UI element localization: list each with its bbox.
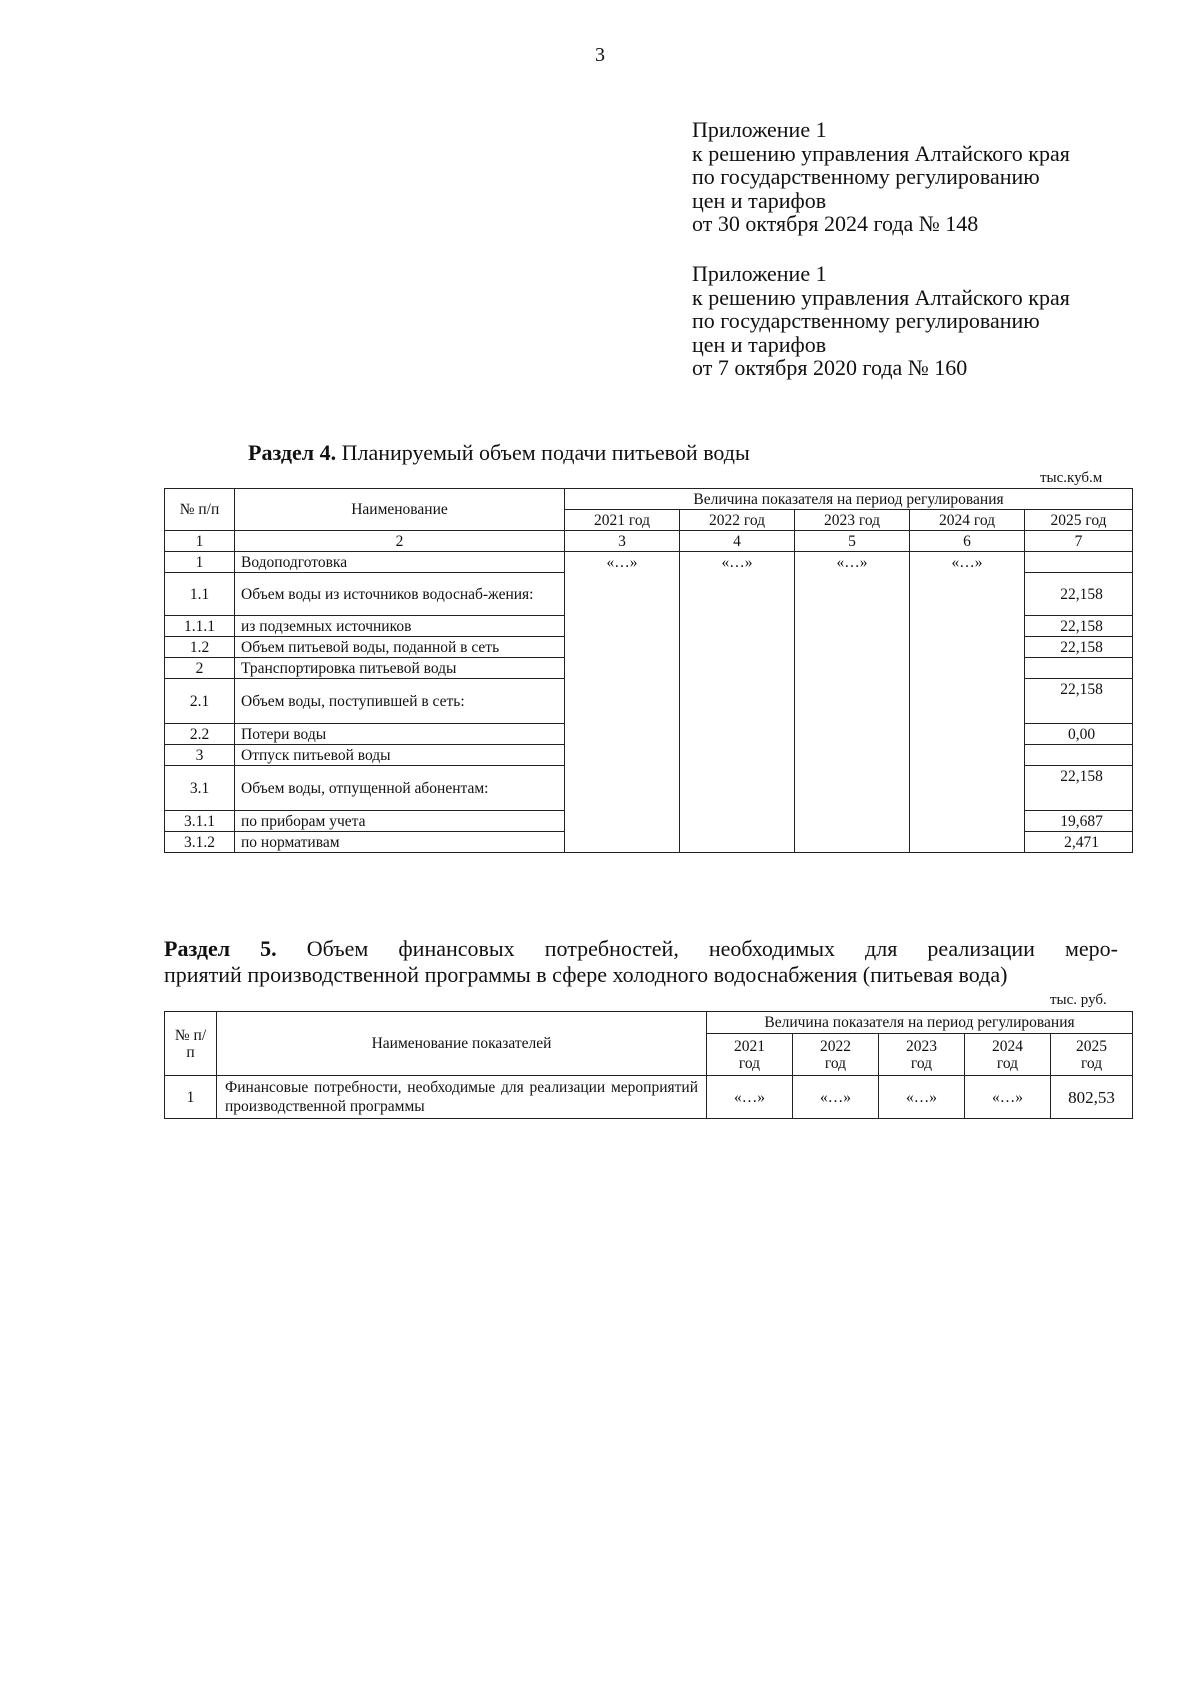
header-name: Наименование показателей (217, 1012, 707, 1076)
value-2023: «…» (795, 552, 910, 853)
year-suffix: год (738, 1054, 761, 1072)
header-year (879, 1034, 965, 1076)
row-name: Потери воды (235, 724, 565, 745)
section5-title (164, 936, 1118, 988)
header-year: 2021 год (565, 510, 680, 531)
column-number: 4 (680, 531, 795, 552)
row-num: 1.1 (165, 573, 235, 616)
year-number: 2023 (906, 1037, 937, 1055)
value-2022: «…» (793, 1076, 879, 1119)
column-number: 7 (1025, 531, 1133, 552)
row-name: Водоподготовка (235, 552, 565, 573)
value-2025: 0,00 (1025, 724, 1133, 745)
row-num: 3 (165, 745, 235, 766)
section4-unit: тыс.куб.м (1040, 470, 1103, 486)
header-year (793, 1034, 879, 1076)
year-suffix: год (996, 1054, 1019, 1072)
section5-unit: тыс. руб. (1050, 992, 1107, 1008)
year-suffix: год (910, 1054, 933, 1072)
row-num: 3.1.2 (165, 832, 235, 853)
value-2025: 802,53 (1051, 1076, 1133, 1119)
value-2024: «…» (965, 1076, 1051, 1119)
appendix-line: Приложение 1 (692, 261, 827, 286)
financial-needs-table (164, 1011, 1133, 1119)
row-name: Объем воды из источников водоснаб-жения: (235, 573, 565, 616)
header-year (707, 1034, 793, 1076)
header-year: 2023 год (795, 510, 910, 531)
row-name: из подземных источников (235, 616, 565, 637)
year-suffix: год (1080, 1054, 1103, 1072)
year-number: 2021 (734, 1037, 765, 1055)
row-name: Объем питьевой воды, поданной в сеть (235, 637, 565, 658)
appendix-line: от 30 октября 2024 года № 148 (692, 211, 979, 236)
value-2025: 22,158 (1025, 766, 1133, 811)
value-2025: 2,471 (1025, 832, 1133, 853)
row-num: 3.1 (165, 766, 235, 811)
appendix-line: по государственному регулированию (692, 308, 1040, 333)
row-name: Транспортировка питьевой воды (235, 658, 565, 679)
column-number: 5 (795, 531, 910, 552)
appendix-line: по государственному регулированию (692, 164, 1040, 189)
appendix-header-original (692, 262, 1070, 380)
header-year (965, 1034, 1051, 1076)
value-2025 (1025, 745, 1133, 766)
appendix-line: к решению управления Алтайского края (692, 140, 1070, 166)
row-num: 1 (165, 552, 235, 573)
header-year: 2025 год (1025, 510, 1133, 531)
section5-title-text: Объем финансовых потребностей, необходимых для реализации меро- (276, 936, 1118, 961)
row-num: 3.1.1 (165, 811, 235, 832)
section5-title-line1 (164, 936, 1118, 962)
header-period: Величина показателя на период регулирования (565, 489, 1133, 510)
row-name: Финансовые потребности, необходимые для реализации мероприятий производственной программы (217, 1076, 707, 1119)
value-2021: «…» (707, 1076, 793, 1119)
column-number: 6 (910, 531, 1025, 552)
value-2025 (1025, 658, 1133, 679)
water-supply-table (164, 488, 1133, 853)
value-2023: «…» (879, 1076, 965, 1119)
table-row (165, 1076, 1133, 1119)
row-num: 2 (165, 658, 235, 679)
column-number: 1 (165, 531, 235, 552)
value-2021: «…» (565, 552, 680, 853)
appendix-header-current (692, 118, 1070, 236)
appendix-line: к решению управления Алтайского края (692, 284, 1070, 310)
value-2025: 22,158 (1025, 616, 1133, 637)
column-number: 2 (235, 531, 565, 552)
section5-title-number: Раздел 5. (164, 936, 277, 961)
row-name: Объем воды, поступившей в сеть: (235, 679, 565, 724)
value-2025: 22,158 (1025, 637, 1133, 658)
table-row (165, 552, 1133, 573)
year-number: 2024 (992, 1037, 1023, 1055)
appendix-line: от 7 октября 2020 года № 160 (692, 355, 968, 380)
value-2025 (1025, 552, 1133, 573)
row-num: 2.2 (165, 724, 235, 745)
header-num: № п/п (165, 1012, 217, 1076)
page-number: 3 (595, 44, 605, 66)
section4-title-text: Планируемый объем подачи питьевой воды (336, 440, 750, 465)
value-2024: «…» (910, 552, 1025, 853)
row-name: по приборам учета (235, 811, 565, 832)
year-suffix: год (824, 1054, 847, 1072)
header-year: 2022 год (680, 510, 795, 531)
section4-title (248, 440, 750, 466)
row-num: 2.1 (165, 679, 235, 724)
row-num: 1.2 (165, 637, 235, 658)
header-period: Величина показателя на период регулирования (707, 1012, 1133, 1034)
value-2025: 22,158 (1025, 679, 1133, 724)
appendix-line: цен и тарифов (692, 187, 827, 213)
header-year: 2024 год (910, 510, 1025, 531)
year-number: 2022 (820, 1037, 851, 1055)
header-name: Наименование (235, 489, 565, 531)
row-name: по нормативам (235, 832, 565, 853)
column-number: 3 (565, 531, 680, 552)
row-num: 1 (165, 1076, 217, 1119)
row-name: Объем воды, отпущенной абонентам: (235, 766, 565, 811)
section5-title-line2: приятий производственной программы в сфере холодного водоснабжения (питьевая вода) (164, 962, 1008, 987)
year-number: 2025 (1076, 1037, 1108, 1055)
value-2025: 19,687 (1025, 811, 1133, 832)
appendix-line: цен и тарифов (692, 331, 827, 357)
header-year (1051, 1034, 1133, 1076)
section4-title-number: Раздел 4. (248, 440, 337, 465)
value-2022: «…» (680, 552, 795, 853)
value-2025: 22,158 (1025, 573, 1133, 616)
appendix-line: Приложение 1 (692, 117, 827, 142)
row-name: Отпуск питьевой воды (235, 745, 565, 766)
header-num: № п/п (165, 489, 235, 531)
row-num: 1.1.1 (165, 616, 235, 637)
